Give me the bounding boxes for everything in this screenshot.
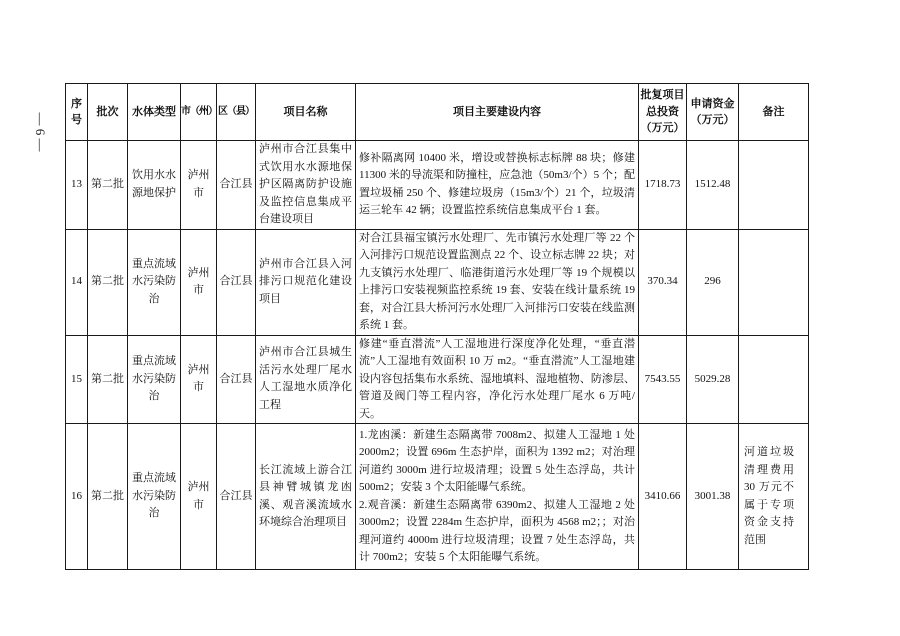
cell-requested-funds: 3001.38 — [687, 424, 739, 570]
cell-requested-funds: 1512.48 — [687, 141, 739, 230]
cell-county: 合江县 — [217, 424, 256, 570]
cell-city: 泸州市 — [181, 141, 217, 230]
header-water-type: 水体类型 — [128, 84, 181, 141]
content-paragraph: 修补隔离网 10400 米，增设或替换标志标牌 88 块；修建 11300 米的导流渠和防撞柱，应急池（50m3/个）5 个；配置垃圾桶 250 个、修建垃圾房（15m3/个）21 个，垃圾清运三轮车 42 辆；设置监控系统信息集成平台 1 套。 — [359, 151, 635, 217]
header-total-investment-line: 总投资 — [646, 105, 679, 118]
cell-county: 合江县 — [217, 335, 256, 424]
cell-water-type: 重点流域水污染防治 — [128, 424, 181, 570]
cell-project-name: 长江流域上游合江县神臂城镇龙凼溪、观音溪流域水环境综合治理项目 — [256, 424, 356, 570]
cell-project-name: 泸州市合江县集中式饮用水水源地保护区隔离防护设施及监控信息集成平台建设项目 — [256, 141, 356, 230]
header-index: 序号 — [66, 84, 88, 141]
cell-total-investment: 1718.73 — [639, 141, 687, 230]
cell-index: 13 — [66, 141, 88, 230]
cell-index: 16 — [66, 424, 88, 570]
cell-total-investment: 370.34 — [639, 229, 687, 335]
table-row — [66, 141, 809, 230]
table-row — [66, 229, 809, 335]
cell-water-type: 重点流域水污染防治 — [128, 335, 181, 424]
header-project-name: 项目名称 — [256, 84, 356, 141]
cell-project-name: 泸州市合江县城生活污水处理厂尾水人工湿地水质净化工程 — [256, 335, 356, 424]
cell-water-type: 饮用水水源地保护 — [128, 141, 181, 230]
cell-content — [356, 424, 639, 570]
cell-content — [356, 335, 639, 424]
header-batch: 批次 — [88, 84, 128, 141]
header-city: 市（州） — [181, 84, 217, 141]
project-table — [65, 83, 809, 570]
content-paragraph: 对合江县福宝镇污水处理厂、先市镇污水处理厂等 22 个入河排污口规范设置监测点 22 个、设立标志牌 22 块；对九支镇污水处理厂、临港街道污水处理厂等 19 个规模以上排污口安装视频监控系统 19 套、安装在线计量系统 19 套，对合江县大桥河污水处理厂入河排污口安装在线监测系统 1 套。 — [359, 231, 635, 331]
header-requested-funds-line: （万元） — [690, 114, 735, 126]
cell-remarks: 河道垃圾清理费用 30 万元不属于专项资金支持范围 — [739, 424, 809, 570]
header-row — [66, 84, 809, 141]
cell-requested-funds: 5029.28 — [687, 335, 739, 424]
cell-county: 合江县 — [217, 141, 256, 230]
cell-content — [356, 141, 639, 230]
cell-city: 泸州市 — [181, 335, 217, 424]
header-requested-funds — [687, 84, 739, 141]
cell-requested-funds: 296 — [687, 229, 739, 335]
cell-index: 15 — [66, 335, 88, 424]
content-paragraph: 2.观音溪：新建生态隔离带 6390m2、拟建人工湿地 2 处 3000m2；设置 2284m 生态护岸，面积为 4568 m2；；对治理河道约 4000m 进行垃圾清理；设置 7 处生态浮岛，共计 700m2；安装 5 个太阳能曝气系统。 — [359, 498, 635, 563]
cell-water-type: 重点流域水污染防治 — [128, 229, 181, 335]
header-county: 区（县） — [217, 84, 256, 141]
page-number: — 6 — — [33, 112, 48, 152]
header-total-investment — [639, 84, 687, 141]
header-total-investment-line: 批复项目 — [640, 89, 685, 102]
cell-total-investment: 3410.66 — [639, 424, 687, 570]
cell-batch: 第二批 — [88, 141, 128, 230]
header-total-investment-line: （万元） — [640, 122, 685, 135]
cell-total-investment: 7543.55 — [639, 335, 687, 424]
cell-county: 合江县 — [217, 229, 256, 335]
content-paragraph: 修建“垂直潜流”人工湿地进行深度净化处理，“垂直潜流”人工湿地有效面积 10 万 m2。“垂直潜流”人工湿地建设内容包括集布水系统、湿地填料、湿地植物、防渗层、管道及阀门等工程内容，净化污水处理厂尾水 6 万吨/天。 — [359, 337, 635, 420]
cell-index: 14 — [66, 229, 88, 335]
cell-city: 泸州市 — [181, 229, 217, 335]
header-requested-funds-line: 申请资金 — [690, 97, 735, 110]
cell-remarks — [739, 229, 809, 335]
header-remarks: 备注 — [739, 84, 809, 141]
cell-content — [356, 229, 639, 335]
cell-remarks — [739, 141, 809, 230]
header-content: 项目主要建设内容 — [356, 84, 639, 141]
cell-city: 泸州市 — [181, 424, 217, 570]
table-row — [66, 424, 809, 570]
cell-project-name: 泸州市合江县入河排污口规范化建设项目 — [256, 229, 356, 335]
table-row — [66, 335, 809, 424]
cell-batch: 第二批 — [88, 335, 128, 424]
cell-batch: 第二批 — [88, 229, 128, 335]
cell-remarks — [739, 335, 809, 424]
content-paragraph: 1.龙凼溪：新建生态隔离带 7008m2、拟建人工湿地 1 处 2000m2；设置 696m 生态护岸，面积为 1392 m2；对治理河道约 3000m 进行垃圾清理；设置 5 处生态浮岛，共计 500m2；安装 3 个太阳能曝气系统。 — [359, 428, 635, 493]
cell-batch: 第二批 — [88, 424, 128, 570]
